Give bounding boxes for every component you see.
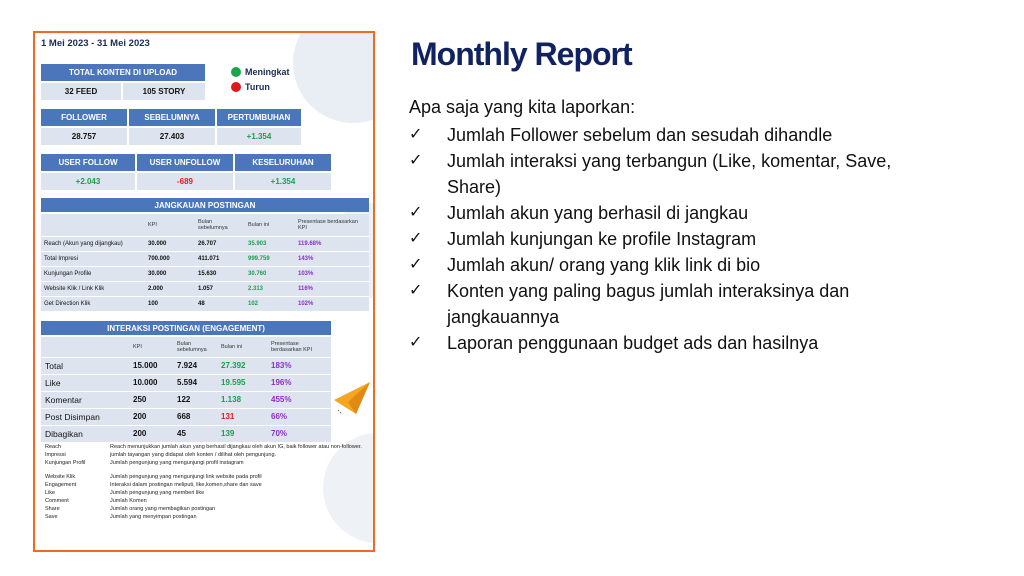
engagement-header: INTERAKSI POSTINGAN (ENGAGEMENT) [41, 321, 331, 335]
previous-value: 668 [173, 408, 217, 425]
reach-header: JANGKAUAN POSTINGAN [41, 198, 369, 212]
previous-header: SEBELUMNYA [129, 109, 215, 126]
definition-text: jumlah tayangan yang didapat oleh konten / dilihat oleh pengunjung. [110, 452, 277, 458]
reach-table [41, 214, 369, 312]
overall-value: +1.354 [235, 173, 331, 190]
definition-text: Interaksi dalam postingan meliputi, like,komen,share dan save [110, 482, 262, 488]
definition-text: Jumlah pengunjung yang mengunjungi profil instagram [110, 460, 244, 466]
current-value: 35.903 [245, 236, 295, 251]
reach-col-previous: Bulan sebelumnya [195, 214, 245, 236]
row-label: Total [41, 357, 129, 374]
row-label: Dibagikan [41, 425, 129, 442]
checklist-item [409, 122, 949, 148]
row-label: Post Disimpan [41, 408, 129, 425]
checklist-item [409, 148, 949, 200]
row-label: Total Impresi [41, 251, 145, 266]
definition-text: Jumlah pengunjung yang memberi like [110, 490, 205, 496]
check-icon: ✓ [409, 282, 423, 299]
kpi-value: 700.000 [145, 251, 195, 266]
check-icon: ✓ [409, 152, 423, 169]
definition-term: Reach [45, 444, 61, 450]
checklist-item [409, 330, 949, 356]
current-value: 1.138 [217, 391, 267, 408]
reach-col-current: Bulan ini [245, 214, 295, 236]
follower-value: 28.757 [41, 128, 127, 145]
check-icon: ✓ [409, 256, 423, 273]
current-value: 2.313 [245, 281, 295, 296]
checklist-item [409, 252, 949, 278]
paper-plane-icon [332, 378, 372, 418]
row-label: Komentar [41, 391, 129, 408]
checklist-text: Konten yang paling bagus jumlah interaksinya dan jangkauannya [447, 281, 850, 327]
percent-value: 70% [267, 425, 331, 442]
row-label: Kunjungan Profile [41, 266, 145, 281]
slide-title: Monthly Report [411, 36, 632, 72]
engagement-col-previous: Bulan sebelumnya [173, 337, 217, 357]
current-value: 27.392 [217, 357, 267, 374]
table-row [41, 296, 369, 311]
previous-value: 122 [173, 391, 217, 408]
legend [231, 67, 290, 97]
previous-value: 7.924 [173, 357, 217, 374]
table-row [41, 425, 331, 442]
definition-text: Jumlah Komen [110, 498, 147, 504]
checklist-text: Jumlah interaksi yang terbangun (Like, komentar, Save, Share) [447, 151, 892, 197]
checklist-item [409, 226, 949, 252]
user-unfollow-header: USER UNFOLLOW [137, 154, 233, 171]
table-row [41, 391, 331, 408]
engagement-col-label [41, 337, 129, 357]
red-dot-icon [231, 82, 241, 92]
current-value: 139 [217, 425, 267, 442]
previous-value: 1.057 [195, 281, 245, 296]
overall-header: KESELURUHAN [235, 154, 331, 171]
legend-down: Turun [245, 82, 270, 92]
upload-story: 105 STORY [123, 83, 205, 100]
definition-text: Jumlah pengunjung yang mengunjungi link website pada profil [110, 474, 262, 480]
kpi-value: 15.000 [129, 357, 173, 374]
previous-value: 15.630 [195, 266, 245, 281]
checklist-item [409, 200, 949, 226]
kpi-value: 200 [129, 425, 173, 442]
table-row [41, 408, 331, 425]
report-card [33, 31, 375, 552]
previous-value: 45 [173, 425, 217, 442]
percent-value: 143% [295, 251, 369, 266]
definitions-list [45, 443, 370, 521]
definition-item [45, 505, 370, 513]
row-label: Like [41, 374, 129, 391]
table-row [41, 266, 369, 281]
kpi-value: 250 [129, 391, 173, 408]
reach-col-percent: Presentase berdasarkan KPI [295, 214, 369, 236]
check-icon: ✓ [409, 126, 423, 143]
user-follow-value: +2.043 [41, 173, 135, 190]
definition-item [45, 459, 370, 467]
engagement-table [41, 337, 331, 443]
engagement-col-current: Bulan ini [217, 337, 267, 357]
engagement-col-percent: Presentase berdasarkan KPI [267, 337, 331, 357]
definition-text: Jumlah orang yang membagikan postingan [110, 506, 216, 512]
reach-col-kpi: KPI [145, 214, 195, 236]
definition-term: Comment [45, 498, 69, 504]
check-icon: ✓ [409, 230, 423, 247]
percent-value: 119.68% [295, 236, 369, 251]
percent-value: 102% [295, 296, 369, 311]
definition-item [45, 513, 370, 521]
definition-item [45, 473, 370, 481]
checklist-text: Laporan penggunaan budget ads dan hasilnya [447, 333, 819, 353]
current-value: 131 [217, 408, 267, 425]
checklist-text: Jumlah akun yang berhasil di jangkau [447, 203, 749, 223]
previous-value: 26.707 [195, 236, 245, 251]
definition-text: Reach menunjukkan jumlah akun yang berhasil dijangkau oleh akun IG, baik follower atau non-follower. [110, 444, 362, 450]
percent-value: 183% [267, 357, 331, 374]
definition-term: Engagement [45, 482, 77, 488]
previous-value: 48 [195, 296, 245, 311]
table-row [41, 374, 331, 391]
percent-value: 455% [267, 391, 331, 408]
row-label: Website Klik / Link Klik [41, 281, 145, 296]
user-follow-header: USER FOLLOW [41, 154, 135, 171]
definition-term: Kunjungan Profil [45, 460, 86, 466]
definition-item [45, 497, 370, 505]
row-label: Get Direction Klik [41, 296, 145, 311]
engagement-col-kpi: KPI [129, 337, 173, 357]
percent-value: 116% [295, 281, 369, 296]
current-value: 102 [245, 296, 295, 311]
previous-value: 27.403 [129, 128, 215, 145]
kpi-value: 2.000 [145, 281, 195, 296]
upload-feed: 32 FEED [41, 83, 121, 100]
growth-value: +1.354 [217, 128, 301, 145]
reach-col-label [41, 214, 145, 236]
engagement-table-header-row [41, 337, 331, 357]
definition-term: Save [45, 514, 58, 520]
definition-item [45, 481, 370, 489]
legend-up: Meningkat [245, 67, 290, 77]
checklist-text: Jumlah kunjungan ke profile Instagram [447, 229, 757, 249]
follower-header: FOLLOWER [41, 109, 127, 126]
green-dot-icon [231, 67, 241, 77]
kpi-value: 30.000 [145, 266, 195, 281]
definition-term: Like [45, 490, 56, 496]
definition-item [45, 443, 370, 451]
table-row [41, 251, 369, 266]
table-row [41, 281, 369, 296]
definition-item [45, 489, 370, 497]
definition-term: Impressi [45, 452, 66, 458]
kpi-value: 200 [129, 408, 173, 425]
previous-value: 411.071 [195, 251, 245, 266]
kpi-value: 10.000 [129, 374, 173, 391]
previous-value: 5.594 [173, 374, 217, 391]
definition-item [45, 451, 370, 459]
report-period: 1 Mei 2023 - 31 Mei 2023 [41, 38, 150, 49]
decor-circle [293, 31, 375, 123]
percent-value: 66% [267, 408, 331, 425]
checklist-text: Jumlah Follower sebelum dan sesudah dihandle [447, 125, 833, 145]
slide-intro: Apa saja yang kita laporkan: [409, 97, 636, 117]
definition-term: Website Klik [45, 474, 76, 480]
user-unfollow-value: -689 [137, 173, 233, 190]
row-label: Reach (Akun yang dijangkau) [41, 236, 145, 251]
upload-header: TOTAL KONTEN DI UPLOAD [41, 64, 205, 81]
definition-term: Share [45, 506, 60, 512]
checklist-item [409, 278, 949, 330]
reach-table-header-row [41, 214, 369, 236]
kpi-value: 30.000 [145, 236, 195, 251]
definition-text: Jumlah yang menyimpan postingan [110, 514, 197, 520]
current-value: 30.760 [245, 266, 295, 281]
percent-value: 196% [267, 374, 331, 391]
table-row [41, 357, 331, 374]
current-value: 999.759 [245, 251, 295, 266]
table-row [41, 236, 369, 251]
checklist [409, 122, 949, 356]
kpi-value: 100 [145, 296, 195, 311]
checklist-text: Jumlah akun/ orang yang klik link di bio [447, 255, 761, 275]
current-value: 19.595 [217, 374, 267, 391]
growth-header: PERTUMBUHAN [217, 109, 301, 126]
percent-value: 103% [295, 266, 369, 281]
check-icon: ✓ [409, 334, 423, 351]
check-icon: ✓ [409, 204, 423, 221]
